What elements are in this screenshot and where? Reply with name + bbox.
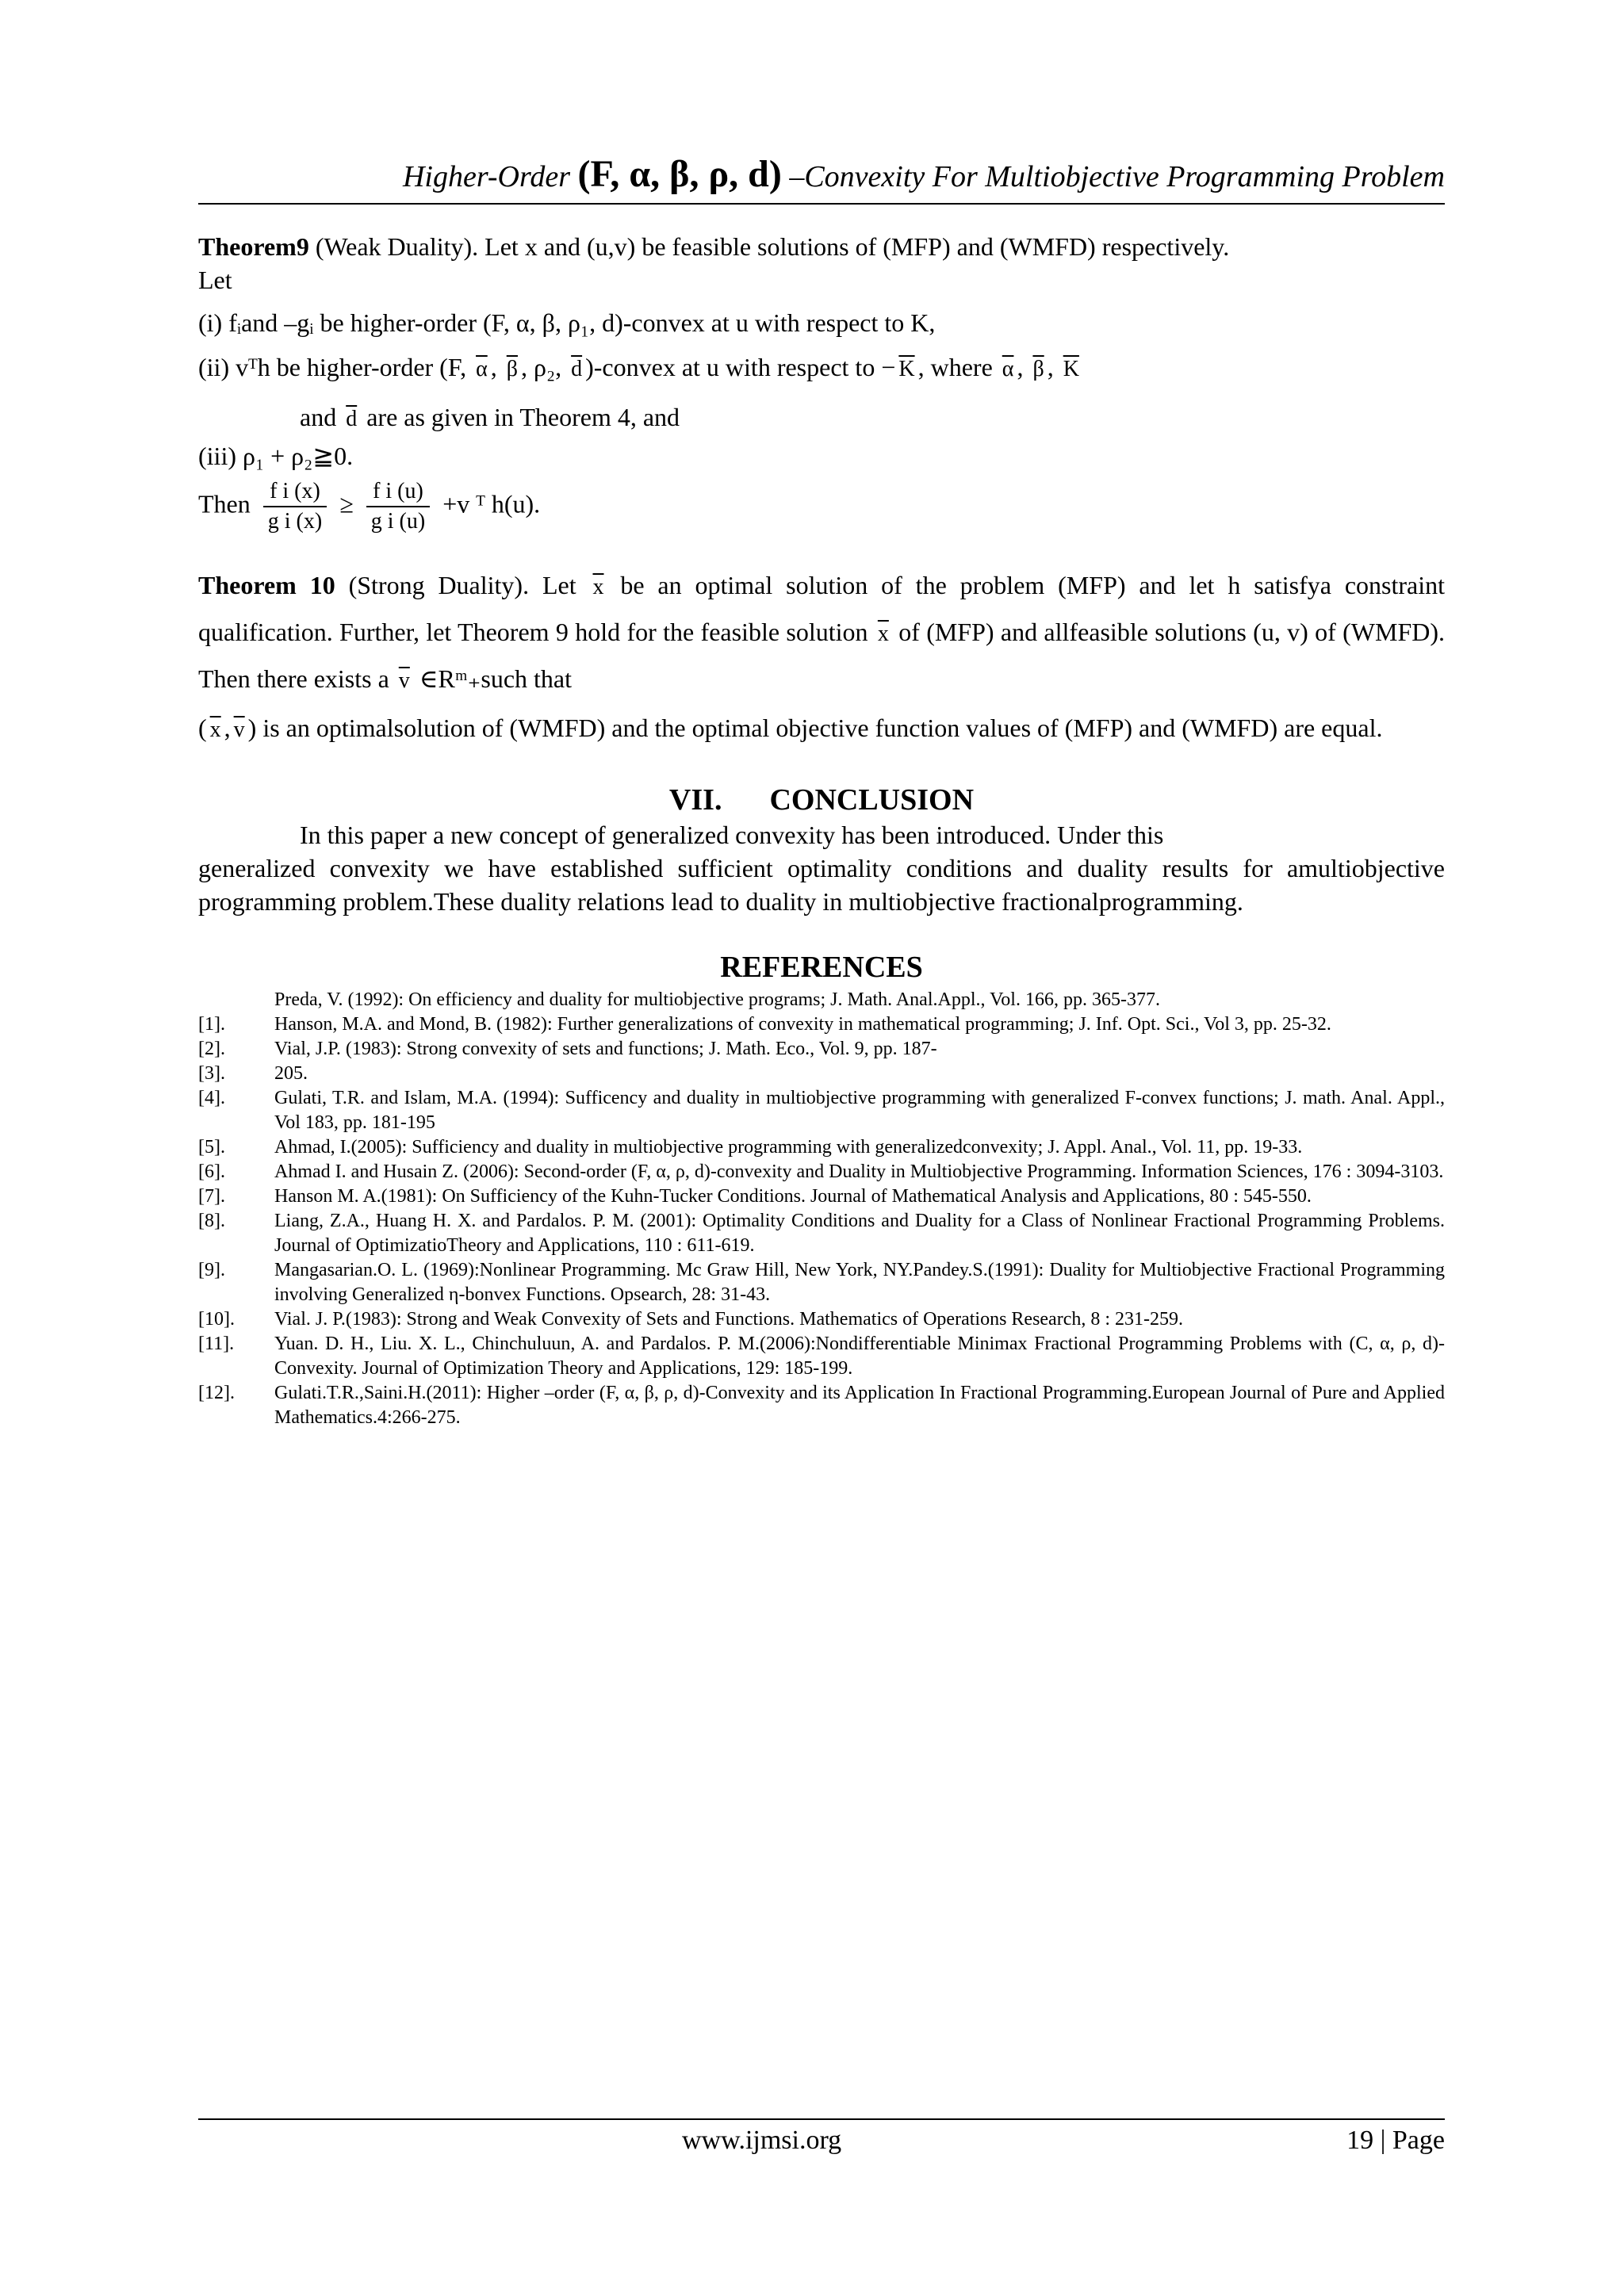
theorem-10-part-b: be an optimal solution of the problem (MFP) and let h satisfya constraint qualification. Further, let Theorem 9 hold for the feasible solution — [198, 571, 1446, 646]
reference-item — [198, 1332, 1445, 1381]
item2-beta-bar: $\overline{\beta}$ — [506, 357, 518, 381]
reference-item — [198, 1135, 1445, 1160]
item2-cont-text: are as given in Theorem 4, and — [360, 403, 680, 431]
theorem-9-title: (Weak Duality). — [308, 232, 479, 261]
theorem-9-then — [198, 477, 1445, 536]
theorem-10-vbar: $\overline{v}$ — [398, 668, 410, 693]
theorem-9-label: Theorem9 — [198, 232, 309, 261]
item2-part-e: )-convex at u with respect to — [585, 353, 875, 381]
item2-d-bar: $\overline{d}$ — [571, 357, 583, 381]
references-list — [198, 988, 1445, 1430]
footer-rule — [198, 2118, 1445, 2120]
reference-number: [7]. — [198, 1186, 225, 1207]
theorem-9-item-3: (iii) ρ₁ + ρ₂≧0. — [198, 442, 354, 470]
reference-text: Gulati.T.R.,Saini.H.(2011): Higher –order (F, α, β, ρ, d)-Convexity and its Application In Fractional Programming.European Journal of Pure and Applied Mathematics.4:266-275. — [274, 1383, 1445, 1428]
item2-part-h: , — [1017, 353, 1024, 381]
theorem-10-open-paren: ( — [198, 714, 207, 742]
reference-number: [2]. — [198, 1039, 225, 1059]
item2-alpha-bar-2: $\overline{\alpha}$ — [1002, 357, 1014, 381]
theorem-10-title: (Strong Duality). — [335, 571, 530, 599]
item2-beta-bar-2: $\overline{\beta}$ — [1032, 357, 1044, 381]
reference-item — [198, 988, 1445, 1012]
reference-text: Yuan. D. H., Liu. X. L., Chinchuluun, A. and Pardalos. P. M.(2006):Nondifferentiable Minimax Fractional Programming Problems with (C, α, ρ, d)-Convexity. Journal of Optimization Theory and Applications, 129: 185-199. — [274, 1334, 1445, 1379]
reference-text: Vial, J.P. (1983): Strong convexity of sets and functions; J. Math. Eco., Vol. 9, pp. 187- — [274, 1039, 937, 1059]
page-body — [198, 230, 1445, 1430]
theorem-9 — [198, 230, 1445, 536]
reference-item — [198, 1209, 1445, 1258]
reference-item — [198, 1012, 1445, 1037]
reference-text: Vial. J. P.(1983): Strong and Weak Convexity of Sets and Functions. Mathematics of Operations Research, 8 : 231-259. — [274, 1309, 1184, 1330]
conclusion-body — [198, 818, 1445, 918]
reference-number: [8]. — [198, 1211, 225, 1231]
references-heading: REFERENCES — [720, 951, 923, 984]
header-symbols: (F, α, β, ρ, d) — [577, 153, 782, 195]
reference-item — [198, 1381, 1445, 1430]
footer-page-number: 19 | Page — [1346, 2126, 1445, 2155]
theorem-9-let: Let — [198, 266, 232, 294]
fraction-fx-gx — [263, 477, 327, 536]
theorem-10-xbar: $\overline{x}$ — [592, 575, 604, 599]
reference-number: [10]. — [198, 1309, 235, 1330]
reference-number: [5]. — [198, 1137, 225, 1158]
header-prefix: Higher-Order — [402, 160, 570, 193]
fraction-fu-gu — [366, 477, 430, 536]
theorem-9-text: Let x and (u,v) be feasible solutions of (MFP) and (WMFD) respectively. — [478, 232, 1230, 261]
reference-text: Preda, V. (1992): On efficiency and duality for multiobjective programs; J. Math. Anal.Appl., Vol. 166, pp. 365-377. — [274, 989, 1160, 1010]
theorem-10-part-e: ) is an optimalsolution of (WMFD) and the optimal objective function values of (MFP) and (WMFD) are equal. — [247, 714, 1383, 742]
conclusion-text: generalized convexity we have established sufficient optimality conditions and duality results for amultiobjective programming problem.These duality relations lead to duality in multiobjective fractionalprogramming. — [198, 854, 1445, 916]
theorem-9-item-2 — [198, 350, 1445, 386]
reference-number: [1]. — [198, 1014, 225, 1035]
reference-number: [6]. — [198, 1161, 225, 1182]
then-tail: +v ᵀ h(u). — [442, 489, 541, 519]
reference-number: [11]. — [198, 1334, 235, 1354]
reference-item — [198, 1086, 1445, 1135]
conclusion-heading — [198, 782, 1445, 818]
reference-text: Mangasarian.O. L. (1969):Nonlinear Programming. Mc Graw Hill, New York, NY.Pandey.S.(1991): Duality for Multiobjective Fractional Programming involving Generalized η-bonvex Functions. Opsearch, 28: 31-43. — [274, 1260, 1445, 1305]
reference-text: Ahmad, I.(2005): Sufficiency and duality in multiobjective programming with generalizedconvexity; J. Appl. Anal., Vol. 11, pp. 19-33. — [274, 1137, 1303, 1158]
item2-part-b: , — [490, 353, 497, 381]
item2-cont-d-bar: $\overline{d}$ — [346, 407, 358, 431]
reference-text: 205. — [274, 1063, 308, 1084]
reference-number — [198, 988, 274, 1012]
reference-text: Hanson, M.A. and Mond, B. (1982): Further generalizations of convexity in mathematical programming; J. Inf. Opt. Sci., Vol 3, pp. 25-32. — [274, 1014, 1331, 1035]
reference-item — [198, 1307, 1445, 1332]
reference-number: [3]. — [198, 1063, 225, 1084]
theorem-10-pair-xbar: $\overline{x}$ — [209, 718, 221, 742]
reference-item — [198, 1062, 1445, 1086]
reference-number: [12]. — [198, 1383, 235, 1403]
fraction-1-denominator: g i (x) — [267, 509, 323, 534]
item2-part-c: , ρ₂, — [520, 353, 562, 381]
item2-k-bar: $\overline{K}$ — [898, 357, 915, 381]
reference-text: Hanson M. A.(1981): On Sufficiency of the Kuhn-Tucker Conditions. Journal of Mathematical Analysis and Applications, 80 : 545-550. — [274, 1186, 1312, 1207]
geq-sign: ≥ — [339, 489, 354, 519]
theorem-9-item-2-cont — [198, 400, 1445, 436]
theorem-10-part-a: Let — [529, 571, 576, 599]
item2-cont-and: and — [300, 403, 337, 431]
theorem-10-part-c: of (MFP) and allfeasible solutions (u, v) of (WMFD). Then there exists a — [198, 618, 1446, 693]
fraction-2-numerator: f i (u) — [366, 477, 430, 507]
fraction-1-numerator: f i (x) — [263, 477, 327, 507]
conclusion-number: VII. — [668, 783, 722, 817]
theorem-10 — [198, 563, 1445, 747]
item2-alpha-bar: $\overline{\alpha}$ — [476, 357, 488, 381]
reference-number: [4]. — [198, 1088, 225, 1108]
conclusion-title: CONCLUSION — [769, 783, 975, 817]
theorem-9-item-1: (i) fᵢand –gᵢ be higher-order (F, α, β, ρ₁, d)-convex at u with respect to K, — [198, 308, 936, 337]
header-suffix: –Convexity For Multiobjective Programming Problem — [789, 160, 1445, 193]
reference-number: [9]. — [198, 1260, 225, 1280]
reference-text: Liang, Z.A., Huang H. X. and Pardalos. P. M. (2001): Optimality Conditions and Duality for a Class of Nonlinear Fractional Programming Problems. Journal of OptimizatioTheory and Applications, 110 : 611-619. — [274, 1211, 1445, 1256]
reference-text: Ahmad I. and Husain Z. (2006): Second-order (F, α, ρ, d)-convexity and Duality in Multiobjective Programming. Information Sciences, 176 : 3094-3103. — [274, 1161, 1444, 1182]
item2-k-bar-2: $\overline{K}$ — [1063, 357, 1079, 381]
item2-part-j: , — [1047, 353, 1054, 381]
theorem-10-pair-comma: , — [224, 714, 231, 742]
theorem-10-pair-vbar: $\overline{v}$ — [233, 718, 245, 742]
item2-part-f: , where — [917, 353, 993, 381]
reference-item — [198, 1184, 1445, 1209]
theorem-10-xbar-2: $\overline{x}$ — [877, 622, 889, 646]
then-word: Then — [198, 489, 251, 519]
conclusion-line-1: In this paper a new concept of generalized convexity has been introduced. Under this — [300, 821, 1164, 849]
item2-part-a: (ii) vᵀh be higher-order (F, — [198, 353, 467, 381]
reference-item — [198, 1037, 1445, 1062]
item2-minus: − — [881, 353, 896, 381]
footer-site[interactable]: www.ijmsi.org — [682, 2126, 842, 2155]
running-header — [198, 155, 1445, 196]
fraction-2-denominator: g i (u) — [370, 509, 426, 534]
theorem-10-label: Theorem 10 — [198, 571, 335, 599]
reference-text: Gulati, T.R. and Islam, M.A. (1994): Sufficency and duality in multiobjective programming with generalized F-convex functions; J. math. Anal. Appl., Vol 183, pp. 181-195 — [274, 1088, 1445, 1133]
reference-item — [198, 1160, 1445, 1184]
theorem-10-part-d: ∈Rᵐ₊such that — [412, 664, 572, 693]
header-rule — [198, 203, 1445, 205]
reference-item — [198, 1258, 1445, 1307]
